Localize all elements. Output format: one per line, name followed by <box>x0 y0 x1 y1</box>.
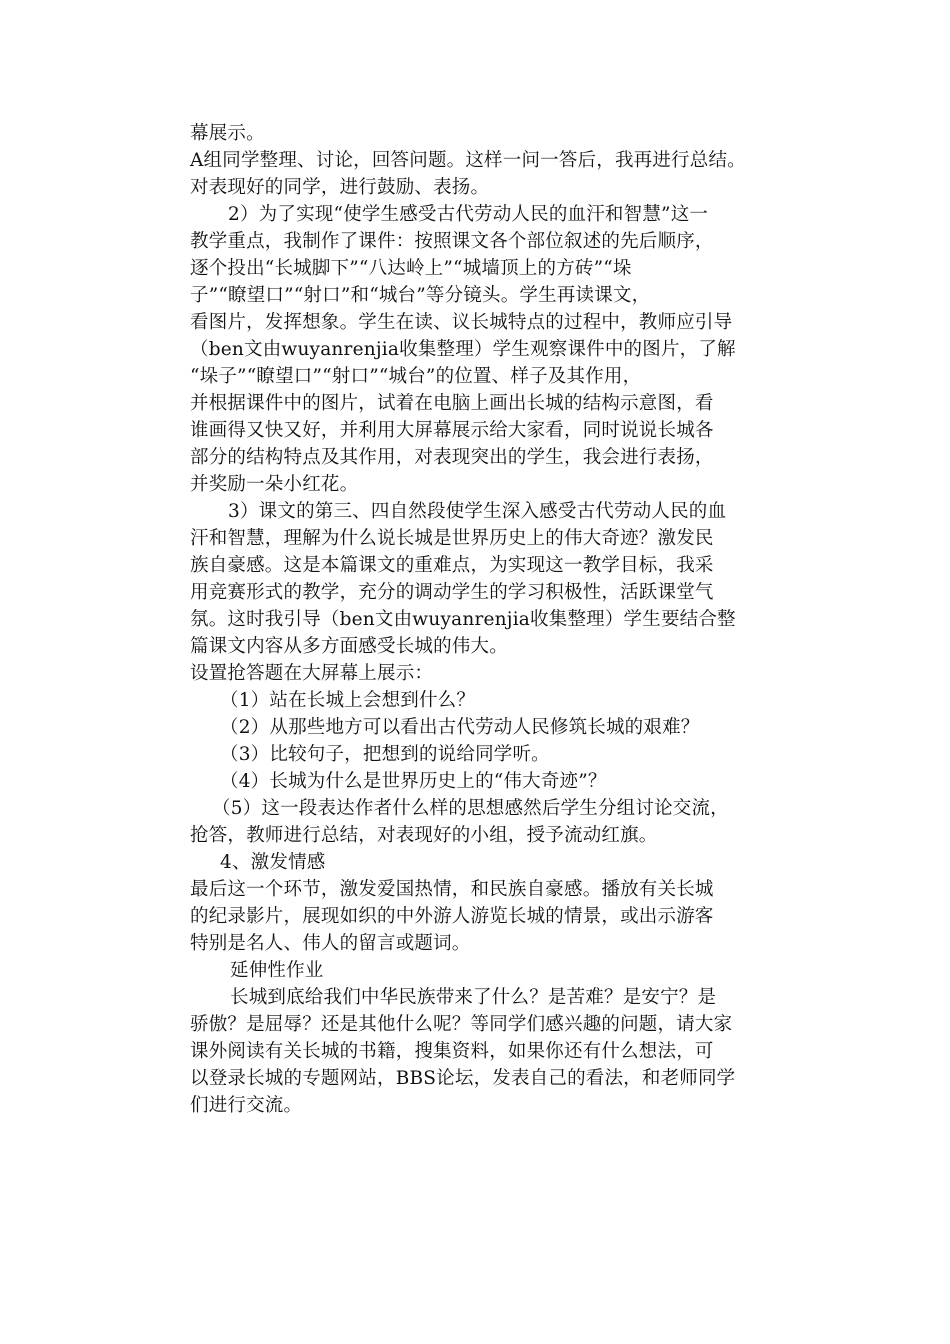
text-line: 最后这一个环节，激发爱国热情，和民族自豪感。播放有关长城 <box>190 879 714 900</box>
document-body <box>190 120 810 1119</box>
text-line: 对表现好的同学，进行鼓励、表扬。 <box>190 177 490 198</box>
text-line: 并根据课件中的图片，试着在电脑上画出长城的结构示意图，看 <box>190 393 714 414</box>
text-line: 的纪录影片，展现如织的中外游人游览长城的情景，或出示游客 <box>190 906 714 927</box>
text-line: 逐个投出“长城脚下”“八达岭上”“城墙顶上的方砖”“垛 <box>190 258 632 279</box>
text-line: 谁画得又快又好，并利用大屏幕展示给大家看，同时说说长城各 <box>190 420 714 441</box>
text-line: 族自豪感。这是本篇课文的重难点，为实现这一教学目标，我采 <box>190 555 714 576</box>
text-line: 汗和智慧，理解为什么说长城是世界历史上的伟大奇迹？激发民 <box>190 528 714 549</box>
text-line: 课外阅读有关长城的书籍，搜集资料，如果你还有什么想法，可 <box>190 1041 714 1062</box>
text-line: 看图片，发挥想象。学生在读、议长城特点的过程中，教师应引导 <box>190 312 733 333</box>
list-item: （2）从那些地方可以看出古代劳动人民修筑长城的艰难？ <box>220 717 700 738</box>
text-line: 氛。这时我引导（ben文由wuyanrenjia收集整理）学生要结合整 <box>190 609 736 630</box>
text-line: A组同学整理、讨论，回答问题。这样一问一答后，我再进行总结。 <box>190 150 746 171</box>
text-line: 设置抢答题在大屏幕上展示： <box>190 663 434 684</box>
section-heading: 延伸性作业 <box>230 960 324 981</box>
text-line: 2）为了实现“使学生感受古代劳动人民的血汗和智慧”这一 <box>228 204 709 225</box>
text-line: “垛子”“瞭望口”“射口”“城台”的位置、样子及其作用， <box>190 366 642 387</box>
text-line: 以登录长城的专题网站，BBS论坛，发表自己的看法，和老师同学 <box>190 1068 736 1089</box>
list-item: （4）长城为什么是世界历史上的“伟大奇迹”？ <box>220 771 607 792</box>
text-line: 并奖励一朵小红花。 <box>190 474 359 495</box>
text-line: 骄傲？是屈辱？还是其他什么呢？等同学们感兴趣的问题，请大家 <box>190 1014 733 1035</box>
text-line: 3）课文的第三、四自然段使学生深入感受古代劳动人民的血 <box>228 501 727 522</box>
text-line: 们进行交流。 <box>190 1095 303 1116</box>
text-line: 长城到底给我们中华民族带来了什么？是苦难？是安宁？是 <box>230 987 717 1008</box>
text-line: 用竞赛形式的教学，充分的调动学生的学习积极性，活跃课堂气 <box>190 582 714 603</box>
text-line: 部分的结构特点及其作用，对表现突出的学生，我会进行表扬， <box>190 447 714 468</box>
text-line: 篇课文内容从多方面感受长城的伟大。 <box>190 636 508 657</box>
list-item: （3）比较句子，把想到的说给同学听。 <box>220 744 550 765</box>
text-line: 子”“瞭望口”“射口”和“城台”等分镜头。学生再读课文， <box>190 285 651 306</box>
text-line: 幕展示。 <box>190 123 265 144</box>
text-line: （ben文由wuyanrenjia收集整理）学生观察课件中的图片，了解 <box>190 339 736 360</box>
text-line: 抢答，教师进行总结，对表现好的小组，授予流动红旗。 <box>190 825 658 846</box>
list-item: （1）站在长城上会想到什么？ <box>220 690 476 711</box>
list-item: （5）这一段表达作者什么样的思想感然后学生分组讨论交流， <box>212 798 729 819</box>
text-line: 特别是名人、伟人的留言或题词。 <box>190 933 471 954</box>
text-line: 教学重点，我制作了课件：按照课文各个部位叙述的先后顺序， <box>190 231 714 252</box>
section-heading: 4、激发情感 <box>220 852 326 873</box>
